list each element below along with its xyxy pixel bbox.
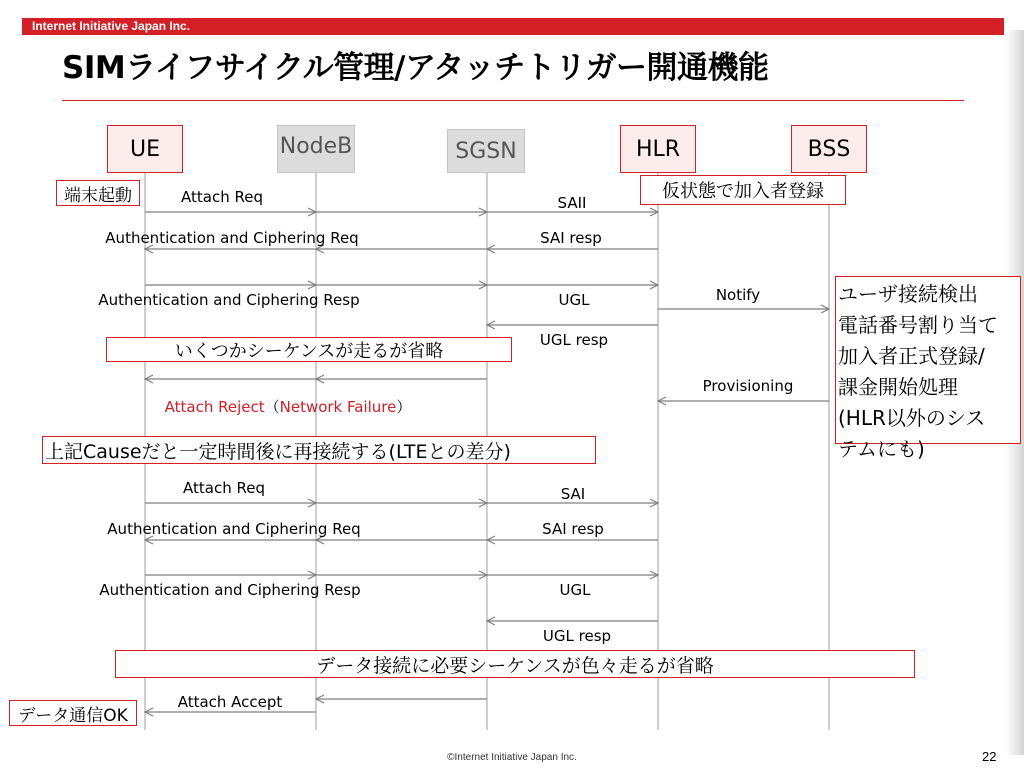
msg-sai: SAI	[560, 485, 586, 503]
attach-reject-paren-open: （	[264, 398, 280, 416]
msg-sai-resp-1: SAI resp	[540, 229, 602, 247]
entity-bss: BSS	[791, 125, 867, 173]
message-arrow	[316, 208, 487, 216]
bss-note-line: 課金開始処理	[838, 375, 958, 399]
page-number: 22	[982, 749, 997, 764]
note-bss-processing	[835, 276, 1021, 461]
msg-attach-accept: Attach Accept	[177, 693, 283, 711]
msg-sai-resp-2: SAI resp	[542, 520, 604, 538]
message-arrow	[145, 208, 316, 216]
msg-auth-resp-1: Authentication and Ciphering Resp	[98, 291, 360, 309]
note-data-ok: データ通信OK	[9, 700, 137, 726]
msg-attach-req-1: Attach Req	[181, 188, 263, 206]
message-arrow	[145, 375, 316, 383]
attach-reject-paren-close: ）	[396, 398, 412, 416]
message-arrow	[658, 305, 829, 313]
bss-note-line: (HLR以外のシス	[838, 406, 986, 430]
message-arrow	[316, 695, 487, 703]
message-arrow	[487, 571, 658, 579]
message-arrow	[316, 375, 487, 383]
msg-ugl-2: UGL	[559, 581, 591, 599]
message-arrow	[316, 571, 487, 579]
message-arrow	[487, 321, 658, 329]
bss-note-line: 加入者正式登録/	[838, 344, 985, 368]
note-omit-sequences-2: データ接続に必要シーケンスが色々走るが省略	[115, 650, 915, 678]
entity-hlr: HLR	[620, 125, 696, 173]
note-omit-sequences-1: いくつかシーケンスが走るが省略	[106, 337, 512, 362]
msg-ugl-1: UGL	[558, 291, 590, 309]
message-arrow	[487, 281, 658, 289]
bss-note-line: 電話番号割り当て	[838, 313, 998, 337]
slide-title: SIMライフサイクル管理/アタッチトリガー開通機能	[62, 50, 769, 86]
bss-note-line: ユーザ接続検出	[838, 282, 978, 306]
note-boot: 端末起動	[56, 180, 140, 206]
msg-auth-req-1: Authentication and Ciphering Req	[105, 229, 359, 247]
network-failure-label: Network Failure	[279, 398, 397, 416]
message-arrow	[316, 499, 487, 507]
msg-ugl-resp-1: UGL resp	[539, 331, 609, 349]
entity-nodeb: NodeB	[277, 125, 355, 173]
entity-ue: UE	[107, 125, 183, 173]
msg-auth-req-2: Authentication and Ciphering Req	[107, 520, 361, 538]
msg-ugl-resp-2: UGL resp	[542, 627, 612, 645]
footer-copyright: ©Internet Initiative Japan Inc.	[447, 752, 577, 763]
msg-attach-reject	[165, 396, 412, 417]
bss-note-line: テムにも)	[838, 437, 925, 461]
message-arrow	[145, 571, 316, 579]
note-cause-retry: 上記Causeだと一定時間後に再接続する(LTEとの差分)	[42, 436, 596, 464]
entity-sgsn: SGSN	[447, 129, 525, 173]
attach-reject-label: Attach Reject	[164, 398, 265, 416]
message-arrow	[145, 281, 316, 289]
msg-provisioning: Provisioning	[702, 377, 794, 395]
msg-auth-resp-2: Authentication and Ciphering Resp	[99, 581, 361, 599]
message-arrow	[145, 499, 316, 507]
msg-notify: Notify	[715, 286, 761, 304]
message-arrow	[658, 397, 829, 405]
message-arrow	[316, 281, 487, 289]
note-provisional-registration: 仮状態で加入者登録	[640, 175, 846, 205]
company-name: Internet Initiative Japan Inc.	[32, 19, 191, 33]
msg-attach-req-2: Attach Req	[183, 479, 265, 497]
msg-saii: SAII	[557, 194, 587, 212]
message-arrow	[487, 617, 658, 625]
